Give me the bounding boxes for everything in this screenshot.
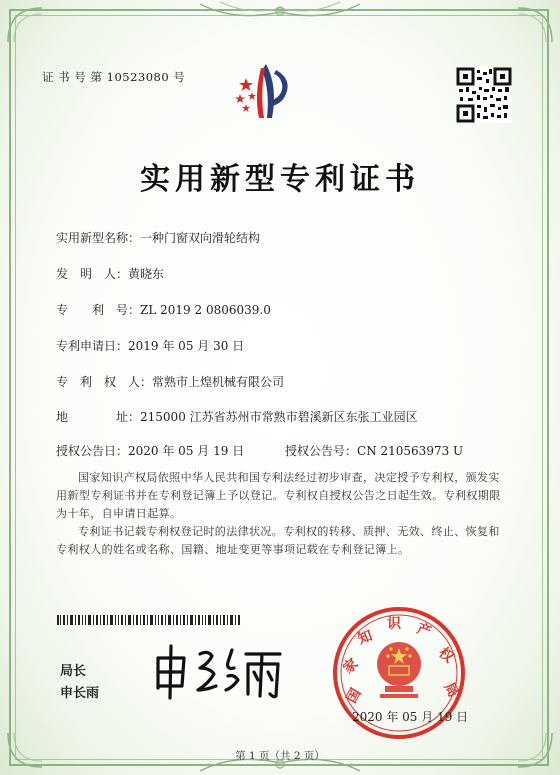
field-value: 2019 年 05 月 30 日 <box>128 339 245 353</box>
certificate-title: 实用新型专利证书 <box>140 162 420 197</box>
field-patentee <box>56 373 284 390</box>
field-value: 一种门窗双向滑轮结构 <box>140 231 261 245</box>
issue-date: 2020 年 05 月 19 日 <box>352 710 469 724</box>
qr-code-icon <box>456 67 512 123</box>
field-label: 专利申请日： <box>56 339 129 353</box>
cnipa-logo-icon <box>232 56 302 126</box>
signatory-role: 局长 <box>60 664 87 679</box>
field-label: 地 址： <box>56 410 141 424</box>
announcement-row <box>56 442 244 459</box>
field-value: ZL 2019 2 0806039.0 <box>140 303 271 317</box>
announcement-date-value: 2020 年 05 月 19 日 <box>128 444 245 458</box>
field-utility-model-name <box>56 229 260 246</box>
top-ornament <box>190 0 370 24</box>
certificate-number: 证 书 号 第 10523080 号 <box>42 70 186 84</box>
field-label: 实用新型名称： <box>56 231 141 245</box>
svg-text:识: 识 <box>387 616 401 632</box>
field-label: 专 利 号： <box>56 303 141 317</box>
signatory-name: 申长雨 <box>60 686 100 701</box>
svg-text:局: 局 <box>440 680 462 701</box>
svg-text:国: 国 <box>343 685 365 706</box>
field-value: 黄晓东 <box>128 267 165 281</box>
paragraph-grant: 国家知识产权局依照中华人民共和国专利法经过初步审查，决定授予专利权，颁发实用新型专利证书并在专利登记簿上予以登记。专利权自授权公告之日起生效。专利权期限为十年，自申请日起算。 <box>56 471 501 520</box>
svg-text:家: 家 <box>340 655 362 678</box>
field-application-date <box>56 337 244 354</box>
field-label: 发 明 人： <box>56 267 129 281</box>
field-address <box>56 408 418 425</box>
field-value: 215000 江苏省苏州市常熟市碧溪新区东张工业园区 <box>140 410 418 424</box>
svg-text:产: 产 <box>414 620 434 641</box>
barcode-icon <box>57 615 241 625</box>
svg-text:知: 知 <box>355 627 375 648</box>
field-inventor <box>56 265 164 282</box>
announcement-date-label: 授权公告日： <box>56 444 129 458</box>
field-patent-number <box>56 301 271 318</box>
corner-ornament <box>4 4 46 46</box>
announcement-number-value: CN 210563973 U <box>357 444 464 458</box>
paragraph-legal-status: 专利证书记载专利权登记时的法律状况。专利权的转移、质押、无效、终止、恢复和专利权人的姓名或名称、国籍、地址变更等事项记载在专利登记簿上。 <box>56 525 500 556</box>
handwritten-signature <box>150 640 285 702</box>
svg-text:权: 权 <box>435 644 457 667</box>
page-number: 第 1 页（共 2 页） <box>235 750 325 762</box>
field-label: 专 利 权 人： <box>56 375 153 389</box>
announcement-number-row <box>285 442 463 459</box>
announcement-number-label: 授权公告号： <box>285 444 358 458</box>
field-value: 常熟市上煌机械有限公司 <box>152 375 285 389</box>
corner-ornament <box>514 4 556 46</box>
